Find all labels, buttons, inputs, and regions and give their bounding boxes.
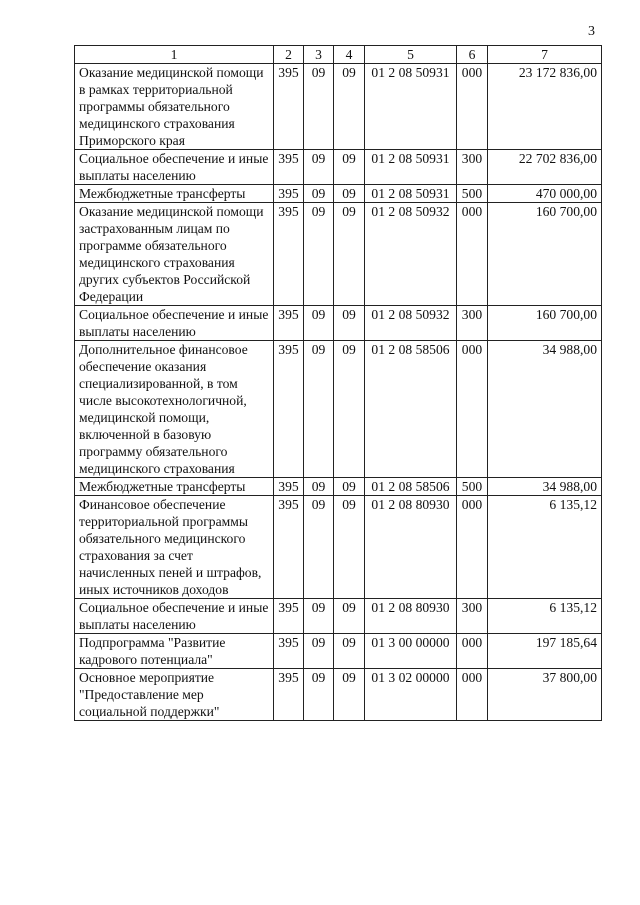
column-header: 4 (334, 46, 365, 64)
row-rz: 09 (304, 341, 334, 478)
row-csr: 01 2 08 80930 (365, 496, 457, 599)
row-sum: 197 185,64 (488, 634, 602, 669)
row-sum: 6 135,12 (488, 599, 602, 634)
row-sum: 470 000,00 (488, 185, 602, 203)
row-vr: 300 (457, 599, 488, 634)
row-grbs: 395 (274, 599, 304, 634)
row-grbs: 395 (274, 203, 304, 306)
row-rz: 09 (304, 634, 334, 669)
row-csr: 01 2 08 58506 (365, 341, 457, 478)
row-grbs: 395 (274, 150, 304, 185)
row-grbs: 395 (274, 185, 304, 203)
budget-table (74, 45, 602, 721)
row-rz: 09 (304, 185, 334, 203)
row-grbs: 395 (274, 341, 304, 478)
row-vr: 000 (457, 669, 488, 721)
row-sum: 160 700,00 (488, 203, 602, 306)
row-name: Оказание медицинской помощи в рамках территориальной программы обязательного медицинского страхования Приморского края (75, 64, 274, 150)
row-pr: 09 (334, 669, 365, 721)
table-row (75, 599, 602, 634)
row-name: Социальное обеспечение и иные выплаты населению (75, 150, 274, 185)
row-grbs: 395 (274, 669, 304, 721)
table-row (75, 496, 602, 599)
row-sum: 6 135,12 (488, 496, 602, 599)
row-csr: 01 2 08 50931 (365, 64, 457, 150)
row-sum: 160 700,00 (488, 306, 602, 341)
row-rz: 09 (304, 599, 334, 634)
row-name: Дополнительное финансовое обеспечение оказания специализированной, в том числе высокотехнологичной, медицинской помощи, включенной в базовую программу обязательного медицинского страхования (75, 341, 274, 478)
row-name: Социальное обеспечение и иные выплаты населению (75, 306, 274, 341)
row-grbs: 395 (274, 634, 304, 669)
table-row (75, 185, 602, 203)
row-csr: 01 2 08 50931 (365, 185, 457, 203)
row-name: Основное мероприятие "Предоставление мер социальной поддержки" (75, 669, 274, 721)
row-grbs: 395 (274, 306, 304, 341)
row-vr: 000 (457, 496, 488, 599)
table-row (75, 203, 602, 306)
row-sum: 22 702 836,00 (488, 150, 602, 185)
row-rz: 09 (304, 478, 334, 496)
row-pr: 09 (334, 203, 365, 306)
row-name: Оказание медицинской помощи застрахованным лицам по программе обязательного медицинского страхования других субъектов Российской Федерации (75, 203, 274, 306)
row-name: Межбюджетные трансферты (75, 185, 274, 203)
row-pr: 09 (334, 185, 365, 203)
row-vr: 000 (457, 203, 488, 306)
row-grbs: 395 (274, 478, 304, 496)
row-pr: 09 (334, 64, 365, 150)
row-vr: 500 (457, 185, 488, 203)
row-rz: 09 (304, 306, 334, 341)
row-name: Подпрограмма "Развитие кадрового потенциала" (75, 634, 274, 669)
row-sum: 34 988,00 (488, 478, 602, 496)
table-row (75, 150, 602, 185)
row-pr: 09 (334, 478, 365, 496)
table-row (75, 64, 602, 150)
table-row (75, 669, 602, 721)
row-grbs: 395 (274, 64, 304, 150)
row-csr: 01 2 08 50931 (365, 150, 457, 185)
row-grbs: 395 (274, 496, 304, 599)
row-sum: 37 800,00 (488, 669, 602, 721)
row-csr: 01 2 08 50932 (365, 203, 457, 306)
row-vr: 000 (457, 64, 488, 150)
row-csr: 01 2 08 50932 (365, 306, 457, 341)
row-vr: 300 (457, 150, 488, 185)
row-csr: 01 3 00 00000 (365, 634, 457, 669)
row-vr: 000 (457, 341, 488, 478)
table-row (75, 306, 602, 341)
page-number: 3 (588, 24, 595, 39)
column-header: 1 (75, 46, 274, 64)
row-sum: 34 988,00 (488, 341, 602, 478)
row-pr: 09 (334, 150, 365, 185)
row-pr: 09 (334, 341, 365, 478)
table-row (75, 341, 602, 478)
row-rz: 09 (304, 150, 334, 185)
row-csr: 01 3 02 00000 (365, 669, 457, 721)
column-header: 2 (274, 46, 304, 64)
column-header: 7 (488, 46, 602, 64)
row-csr: 01 2 08 58506 (365, 478, 457, 496)
row-name: Социальное обеспечение и иные выплаты населению (75, 599, 274, 634)
table-row (75, 634, 602, 669)
row-vr: 300 (457, 306, 488, 341)
row-name: Межбюджетные трансферты (75, 478, 274, 496)
row-name: Финансовое обеспечение территориальной программы обязательного медицинского страхования за счет начисленных пеней и штрафов, иных источников доходов (75, 496, 274, 599)
row-rz: 09 (304, 64, 334, 150)
row-pr: 09 (334, 306, 365, 341)
row-rz: 09 (304, 669, 334, 721)
row-vr: 500 (457, 478, 488, 496)
header-row (75, 46, 602, 64)
row-csr: 01 2 08 80930 (365, 599, 457, 634)
row-rz: 09 (304, 496, 334, 599)
column-header: 6 (457, 46, 488, 64)
row-pr: 09 (334, 496, 365, 599)
row-sum: 23 172 836,00 (488, 64, 602, 150)
table-row (75, 478, 602, 496)
row-pr: 09 (334, 599, 365, 634)
row-rz: 09 (304, 203, 334, 306)
column-header: 3 (304, 46, 334, 64)
row-pr: 09 (334, 634, 365, 669)
column-header: 5 (365, 46, 457, 64)
row-vr: 000 (457, 634, 488, 669)
